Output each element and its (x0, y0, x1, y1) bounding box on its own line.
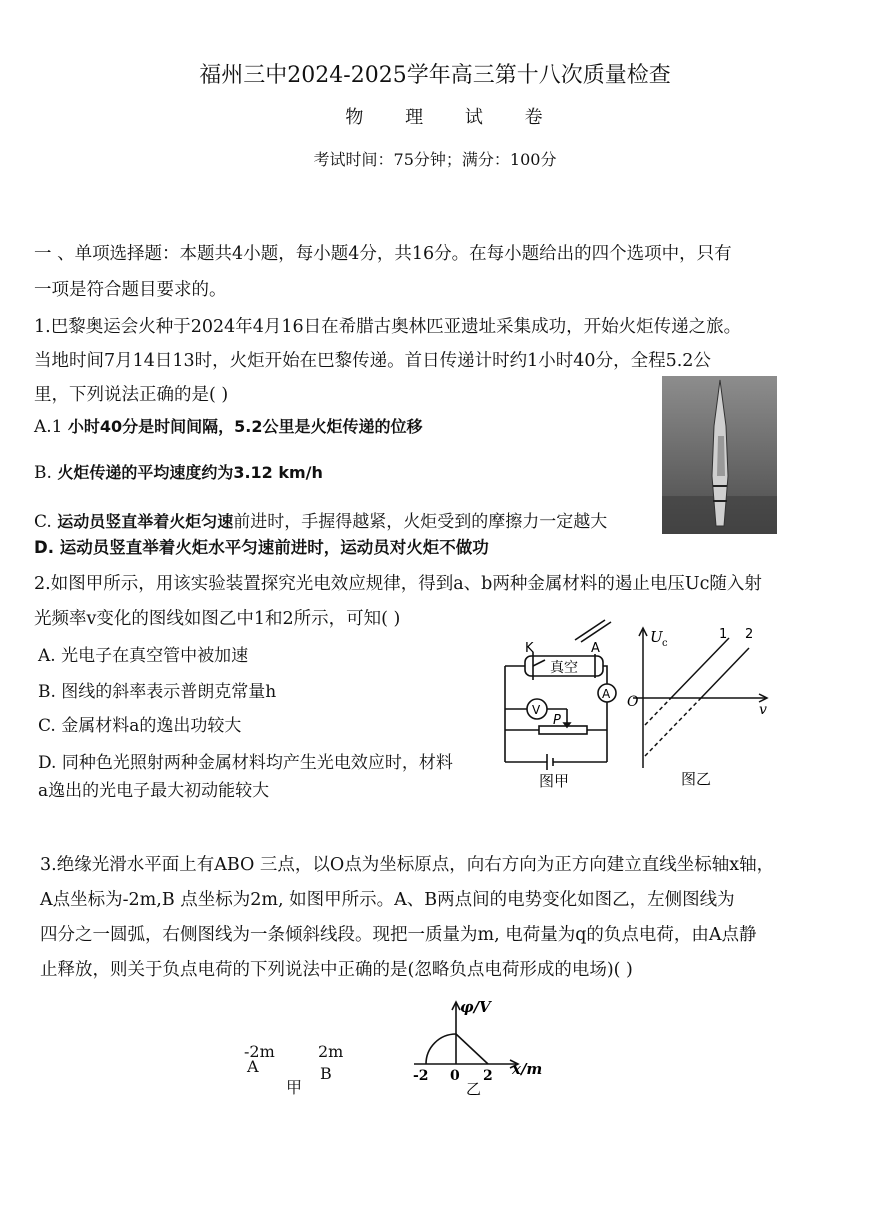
line-1 (671, 638, 729, 698)
section-heading-line2: 一项是符合题目要求的。 (34, 280, 227, 300)
q2-line2: 光频率v变化的图线如图乙中1和2所示，可知( ) (34, 609, 401, 629)
torch-icon (662, 376, 777, 534)
page-title: 福州三中2024-2025学年高三第十八次质量检查 (199, 63, 671, 88)
q1-option-a-text: 小时40分是时间间隔，5.2公里是火炬传递的位移 (67, 417, 423, 436)
figure-jia-caption: 图甲 (539, 772, 570, 790)
q1-option-a (34, 414, 423, 437)
uc-v-graph-svg (625, 618, 775, 794)
label-k: K (525, 641, 534, 656)
q2-line1: 2.如图甲所示，用该实验装置探究光电效应规律，得到a、b两种金属材料的遏止电压Uc随入射 (34, 574, 762, 594)
q1-option-c (34, 507, 607, 532)
q3-line1: 3.绝缘光滑水平面上有ABO 三点，以O点为坐标原点，向右方向为正方向建立直线坐标轴x轴， (40, 855, 775, 875)
phi-axis-label: φ/V (460, 998, 491, 1016)
figure-q3-jia-caption: 甲 (286, 1078, 303, 1097)
section-heading-line1: 一 、单项选择题：本题共4小题，每小题4分，共16分。在每小题给出的四个选项中，只有 (34, 244, 732, 264)
q3-line3: 四分之一圆弧，右侧图线为一条倾斜线段。现把一质量为m, 电荷量为q的负点电荷，由A点静 (40, 925, 757, 945)
point-b-label: B (320, 1064, 332, 1083)
slider-label: P (553, 713, 561, 728)
tick-2: 2 (483, 1068, 493, 1084)
uc-v-graph (625, 618, 775, 794)
q1-option-c-text: 运动员竖直举着火炬匀速 (57, 512, 234, 531)
q1-option-c-prefix: C. (34, 512, 58, 532)
y-axis-label: U (650, 628, 663, 646)
q1-option-c-tail: 前进时，手握得越紧，火炬受到的摩擦力一定越大 (233, 512, 608, 532)
figure-q3-yi-caption: 乙 (466, 1080, 482, 1098)
q2-option-b: B. 图线的斜率表示普朗克常量h (38, 682, 277, 702)
q1-option-b-text: 火炬传递的平均速度约为3.12 km/h (57, 463, 323, 482)
page-subtitle: 物 理 试 卷 (345, 107, 561, 128)
q3-line2: A点坐标为-2m,B 点坐标为2m, 如图甲所示。A、B两点间的电势变化如图乙，左侧图线为 (40, 890, 735, 910)
circuit-figure (495, 612, 625, 794)
line-2 (701, 648, 749, 698)
voltmeter-label: V (532, 703, 541, 717)
q2-option-d-line1: D. 同种色光照射两种金属材料均产生光电效应时，材料 (38, 753, 453, 773)
line-2-label: 2 (745, 627, 754, 642)
q1-option-b-prefix: B. (34, 463, 58, 483)
point-a-coord: -2m (244, 1042, 275, 1061)
phi-x-graph (408, 996, 558, 1100)
label-a-electrode: A (591, 641, 600, 656)
q2-option-a: A. 光电子在真空管中被加速 (38, 646, 249, 666)
origin-label: O (627, 694, 639, 710)
exam-time-info: 考试时间：75分钟；满分：100分 (313, 150, 557, 169)
line-1-label: 1 (719, 627, 728, 642)
circuit-diagram (495, 612, 625, 794)
q1-option-a-prefix: A.1 (34, 417, 68, 437)
quarter-arc (426, 1034, 456, 1064)
line-2-dashed (645, 698, 701, 756)
point-a-label: A (247, 1057, 259, 1076)
q3-line4: 止释放，则关于负点电荷的下列说法中正确的是(忽略负点电荷形成的电场)( ) (40, 960, 633, 980)
phi-x-graph-svg (408, 996, 558, 1100)
ammeter-label: A (602, 687, 611, 701)
q1-line1: 1.巴黎奥运会火种于2024年4月16日在希腊古奥林匹亚遗址采集成功，开始火炬传递之旅。 (34, 317, 742, 337)
tube-label: 真空 (550, 660, 578, 676)
x-axis-label: v (759, 702, 767, 718)
q1-line3: 里，下列说法正确的是( ) (34, 385, 229, 405)
figure-yi-caption: 图乙 (681, 770, 712, 788)
q2-option-c: C. 金属材料a的逸出功较大 (38, 716, 242, 736)
q1-option-b (34, 460, 323, 483)
q1-option-d: D. 运动员竖直举着火炬水平匀速前进时，运动员对火炬不做功 (34, 538, 489, 557)
tick-neg2: -2 (413, 1068, 429, 1084)
point-b-coord: 2m (318, 1042, 344, 1061)
q2-option-d-line2: a逸出的光电子最大初动能较大 (38, 781, 270, 801)
slope-segment (456, 1034, 488, 1064)
x-axis-label: x/m (512, 1060, 543, 1078)
torch-photo (662, 376, 777, 534)
q1-line2: 当地时间7月14日13时，火炬开始在巴黎传递。首日传递计时约1小时40分，全程5.2公 (34, 351, 711, 371)
y-axis-label-sub: c (662, 638, 668, 649)
line-1-dashed (645, 698, 671, 725)
tick-0: 0 (450, 1068, 460, 1084)
